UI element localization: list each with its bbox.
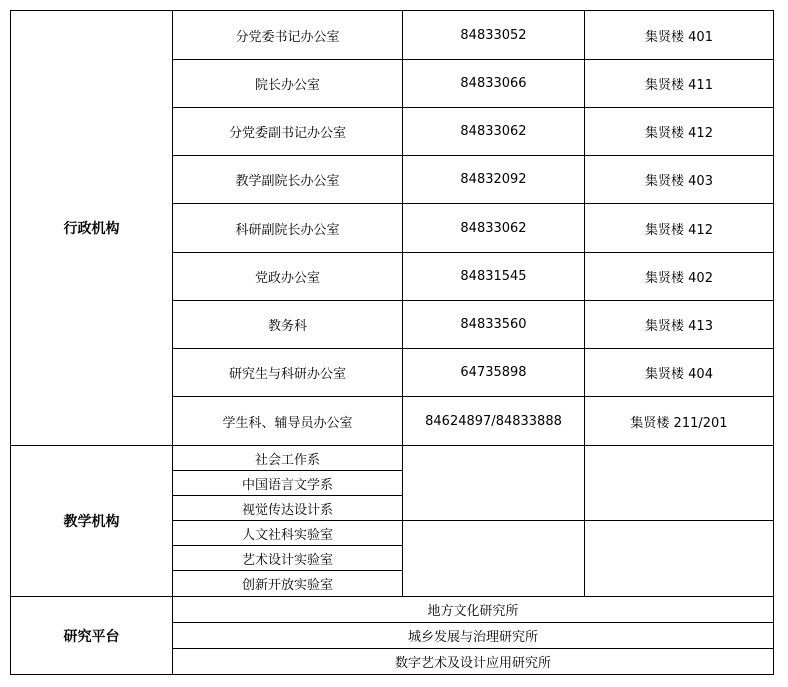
room-number: 集贤楼 404	[645, 367, 713, 382]
teaching-unit: 社会工作系	[254, 452, 320, 468]
teaching-unit: 视觉传达设计系	[241, 502, 333, 518]
office-name: 研究生与科研办公室	[228, 367, 346, 382]
research-unit: 数字艺术及设计应用研究所	[394, 656, 551, 671]
research-unit: 地方文化研究所	[427, 604, 519, 619]
teaching-unit: 人文社科实验室	[241, 527, 333, 543]
phone-number: 84833062	[460, 220, 527, 236]
room-number: 集贤楼 412	[645, 126, 713, 141]
teaching-unit: 中国语言文学系	[241, 477, 333, 493]
phone-number: 84833062	[460, 124, 527, 139]
room-number: 集贤楼 403	[645, 174, 713, 189]
phone-number: 84831545	[460, 269, 527, 284]
grid-line	[10, 674, 774, 675]
research-unit: 城乡发展与治理研究所	[407, 630, 538, 645]
room-number: 集贤楼 401	[645, 29, 713, 45]
category-research: 研究平台	[63, 628, 120, 645]
office-name: 教务科	[267, 319, 307, 334]
grid-line	[773, 10, 774, 675]
office-name: 科研副院长办公室	[235, 222, 340, 238]
room-number: 集贤楼 411	[645, 78, 713, 93]
room-number: 集贤楼 211/201	[630, 415, 728, 431]
phone-number: 84833052	[460, 27, 527, 43]
office-name: 党政办公室	[254, 271, 320, 286]
room-number: 集贤楼 412	[645, 222, 713, 238]
office-name: 学生科、辅导员办公室	[222, 415, 353, 431]
phone-number: 84624897/84833888	[425, 413, 562, 429]
phone-number: 84833560	[460, 317, 527, 332]
teaching-unit: 艺术设计实验室	[241, 552, 333, 568]
category-admin: 行政机构	[63, 221, 120, 237]
teaching-unit: 创新开放实验室	[241, 578, 333, 593]
office-name: 院长办公室	[254, 78, 320, 93]
phone-number: 64735898	[460, 365, 527, 380]
phone-number: 84833066	[460, 76, 527, 91]
office-name: 教学副院长办公室	[235, 174, 340, 189]
room-number: 集贤楼 402	[645, 271, 713, 286]
room-number: 集贤楼 413	[645, 319, 713, 334]
category-teaching: 教学机构	[63, 514, 120, 530]
office-name: 分党委书记办公室	[235, 29, 340, 45]
phone-number: 84832092	[460, 172, 527, 187]
office-name: 分党委副书记办公室	[228, 126, 346, 141]
